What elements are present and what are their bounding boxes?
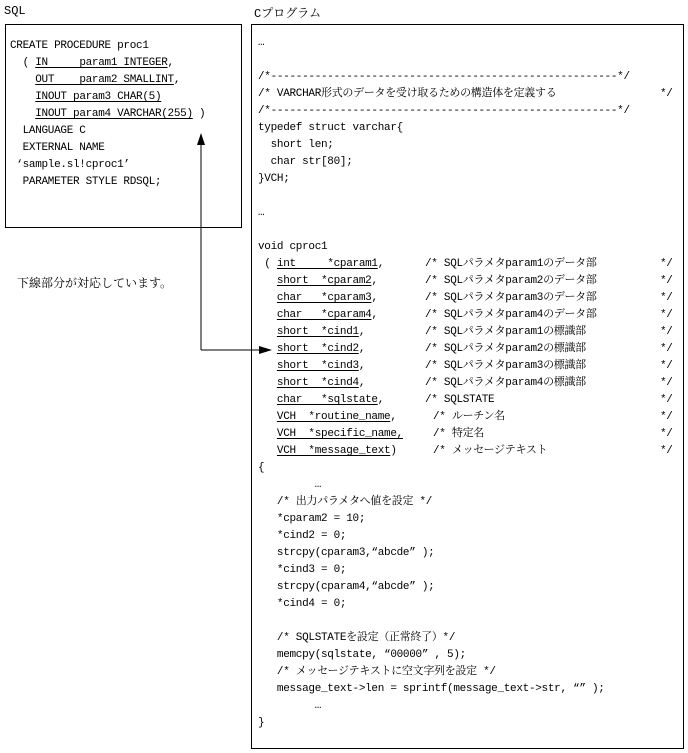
c-comment-end: */ bbox=[660, 394, 673, 406]
c-comment: /* 特定名 bbox=[433, 428, 485, 440]
code-text: , bbox=[371, 275, 378, 287]
sql-panel-title: SQL bbox=[4, 4, 26, 18]
code-text: short len; bbox=[258, 139, 334, 151]
code-text: … bbox=[258, 207, 265, 219]
code-text: ) bbox=[390, 445, 397, 457]
underlined-code: VCH *message_text bbox=[276, 445, 391, 457]
code-text: , bbox=[167, 57, 174, 69]
code-text: strcpy(cparam3,“abcde” ); bbox=[258, 547, 435, 559]
underlined-code: short *cind3 bbox=[276, 360, 359, 372]
code-text: , bbox=[371, 292, 378, 304]
code-text: }VCH; bbox=[258, 173, 290, 185]
c-comment: /* SQLパラメタparam4の標識部 bbox=[425, 377, 586, 389]
c-comment-end: */ bbox=[660, 411, 673, 423]
c-comment-end: */ bbox=[660, 445, 673, 457]
c-comment-end: */ bbox=[660, 275, 673, 287]
c-panel-title: Cプログラム bbox=[254, 7, 322, 21]
underlined-code: short *cparam2 bbox=[276, 275, 372, 287]
code-text: ( bbox=[258, 258, 277, 270]
code-text: EXTERNAL NAME bbox=[10, 142, 105, 154]
c-comment: /* ルーチン名 bbox=[433, 411, 505, 423]
code-text: /* メッセージテキストに空文字列を設定 */ bbox=[258, 666, 496, 678]
underlined-code: INOUT param4 VARCHAR(255) bbox=[35, 108, 193, 120]
code-text: *cparam2 = 10; bbox=[258, 513, 366, 525]
c-comment: /* SQLパラメタparam1の標識部 bbox=[425, 326, 586, 338]
underlined-code: char *cparam4 bbox=[276, 309, 372, 321]
underlined-code: int *cparam1 bbox=[276, 258, 378, 270]
c-comment-end: */ bbox=[660, 360, 673, 372]
code-text: … bbox=[258, 700, 322, 712]
code-text: } bbox=[258, 717, 265, 729]
c-comment: /* SQLパラメタparam1のデータ部 bbox=[425, 258, 597, 270]
code-text: , bbox=[390, 411, 397, 423]
code-text: , bbox=[173, 74, 181, 86]
code-text: char str[80]; bbox=[258, 156, 353, 168]
code-text: … bbox=[258, 479, 322, 491]
underlined-code: short *cind1 bbox=[276, 326, 359, 338]
code-text: typedef struct varchar{ bbox=[258, 122, 403, 134]
underlined-code: char *sqlstate bbox=[276, 394, 378, 406]
c-comment-end: */ bbox=[660, 326, 673, 338]
c-comment-end: */ bbox=[660, 377, 673, 389]
c-comment-end: */ bbox=[660, 428, 673, 440]
code-text: , bbox=[358, 343, 366, 355]
code-text: *cind4 = 0; bbox=[258, 598, 347, 610]
underlined-code: IN param1 INTEGER bbox=[35, 57, 168, 69]
code-text: , bbox=[358, 326, 366, 338]
code-text: ( bbox=[10, 57, 36, 69]
code-text: … bbox=[258, 37, 265, 49]
code-text: , bbox=[371, 309, 378, 321]
code-text: /*-------------------------------------------------------*/ bbox=[258, 71, 630, 83]
code-text: /* VARCHAR形式のデータを受け取るための構造体を定義する bbox=[258, 88, 557, 100]
code-text: { bbox=[258, 462, 265, 474]
code-text: message_text->len = sprintf(message_text->str, “” ); bbox=[258, 683, 605, 695]
arrow-up-head-icon bbox=[197, 133, 205, 145]
code-text: CREATE PROCEDURE proc1 bbox=[10, 40, 149, 52]
code-text: , bbox=[377, 258, 385, 270]
arrow-right-head-icon bbox=[259, 346, 272, 354]
code-text: , bbox=[358, 377, 366, 389]
c-comment-end: */ bbox=[660, 309, 673, 321]
underlined-code: char *cparam3 bbox=[276, 292, 372, 304]
code-text: /* SQLSTATEを設定（正常終了）*/ bbox=[258, 632, 456, 644]
c-comment: /* SQLパラメタparam3の標識部 bbox=[425, 360, 586, 372]
c-comment: /* SQLSTATE bbox=[425, 394, 495, 406]
underlined-code: short *cind2 bbox=[276, 343, 359, 355]
code-text: ) bbox=[192, 108, 206, 120]
c-comment: /* メッセージテキスト bbox=[433, 445, 548, 457]
underlined-code: VCH *routine_name bbox=[276, 411, 391, 423]
code-text: *cind2 = 0; bbox=[258, 530, 347, 542]
underlined-code: VCH *specific_name, bbox=[276, 428, 403, 440]
code-text: /*-------------------------------------------------------*/ bbox=[258, 105, 630, 117]
underlined-code: INOUT param3 CHAR(5) bbox=[35, 91, 162, 103]
c-comment: /* SQLパラメタparam2のデータ部 bbox=[425, 275, 597, 287]
code-text: strcpy(cparam4,“abcde” ); bbox=[258, 581, 435, 593]
correspondence-note: 下線部分が対応しています。 bbox=[17, 276, 173, 290]
code-text: , bbox=[377, 394, 385, 406]
c-comment-end: */ bbox=[660, 343, 673, 355]
underlined-code: short *cind4 bbox=[276, 377, 359, 389]
code-text: /* 出力パラメタへ値を設定 */ bbox=[258, 496, 433, 508]
code-text: memcpy(sqlstate, “00000” , 5); bbox=[258, 649, 466, 661]
code-text: ‘sample.sl!cproc1’ bbox=[10, 159, 130, 171]
c-comment-end: */ bbox=[660, 292, 673, 304]
code-text: void cproc1 bbox=[258, 241, 328, 253]
c-comment: /* SQLパラメタparam2の標識部 bbox=[425, 343, 586, 355]
c-comment: /* SQLパラメタparam3のデータ部 bbox=[425, 292, 597, 304]
underlined-code: OUT param2 SMALLINT bbox=[35, 74, 174, 86]
code-text: , bbox=[358, 360, 366, 372]
c-comment-end: */ bbox=[660, 258, 673, 270]
code-text: *cind3 = 0; bbox=[258, 564, 347, 576]
c-comment-end: */ bbox=[660, 88, 673, 100]
c-comment: /* SQLパラメタparam4のデータ部 bbox=[425, 309, 597, 321]
code-text: LANGUAGE C bbox=[10, 125, 86, 137]
code-text: PARAMETER STYLE RDSQL; bbox=[10, 176, 162, 188]
